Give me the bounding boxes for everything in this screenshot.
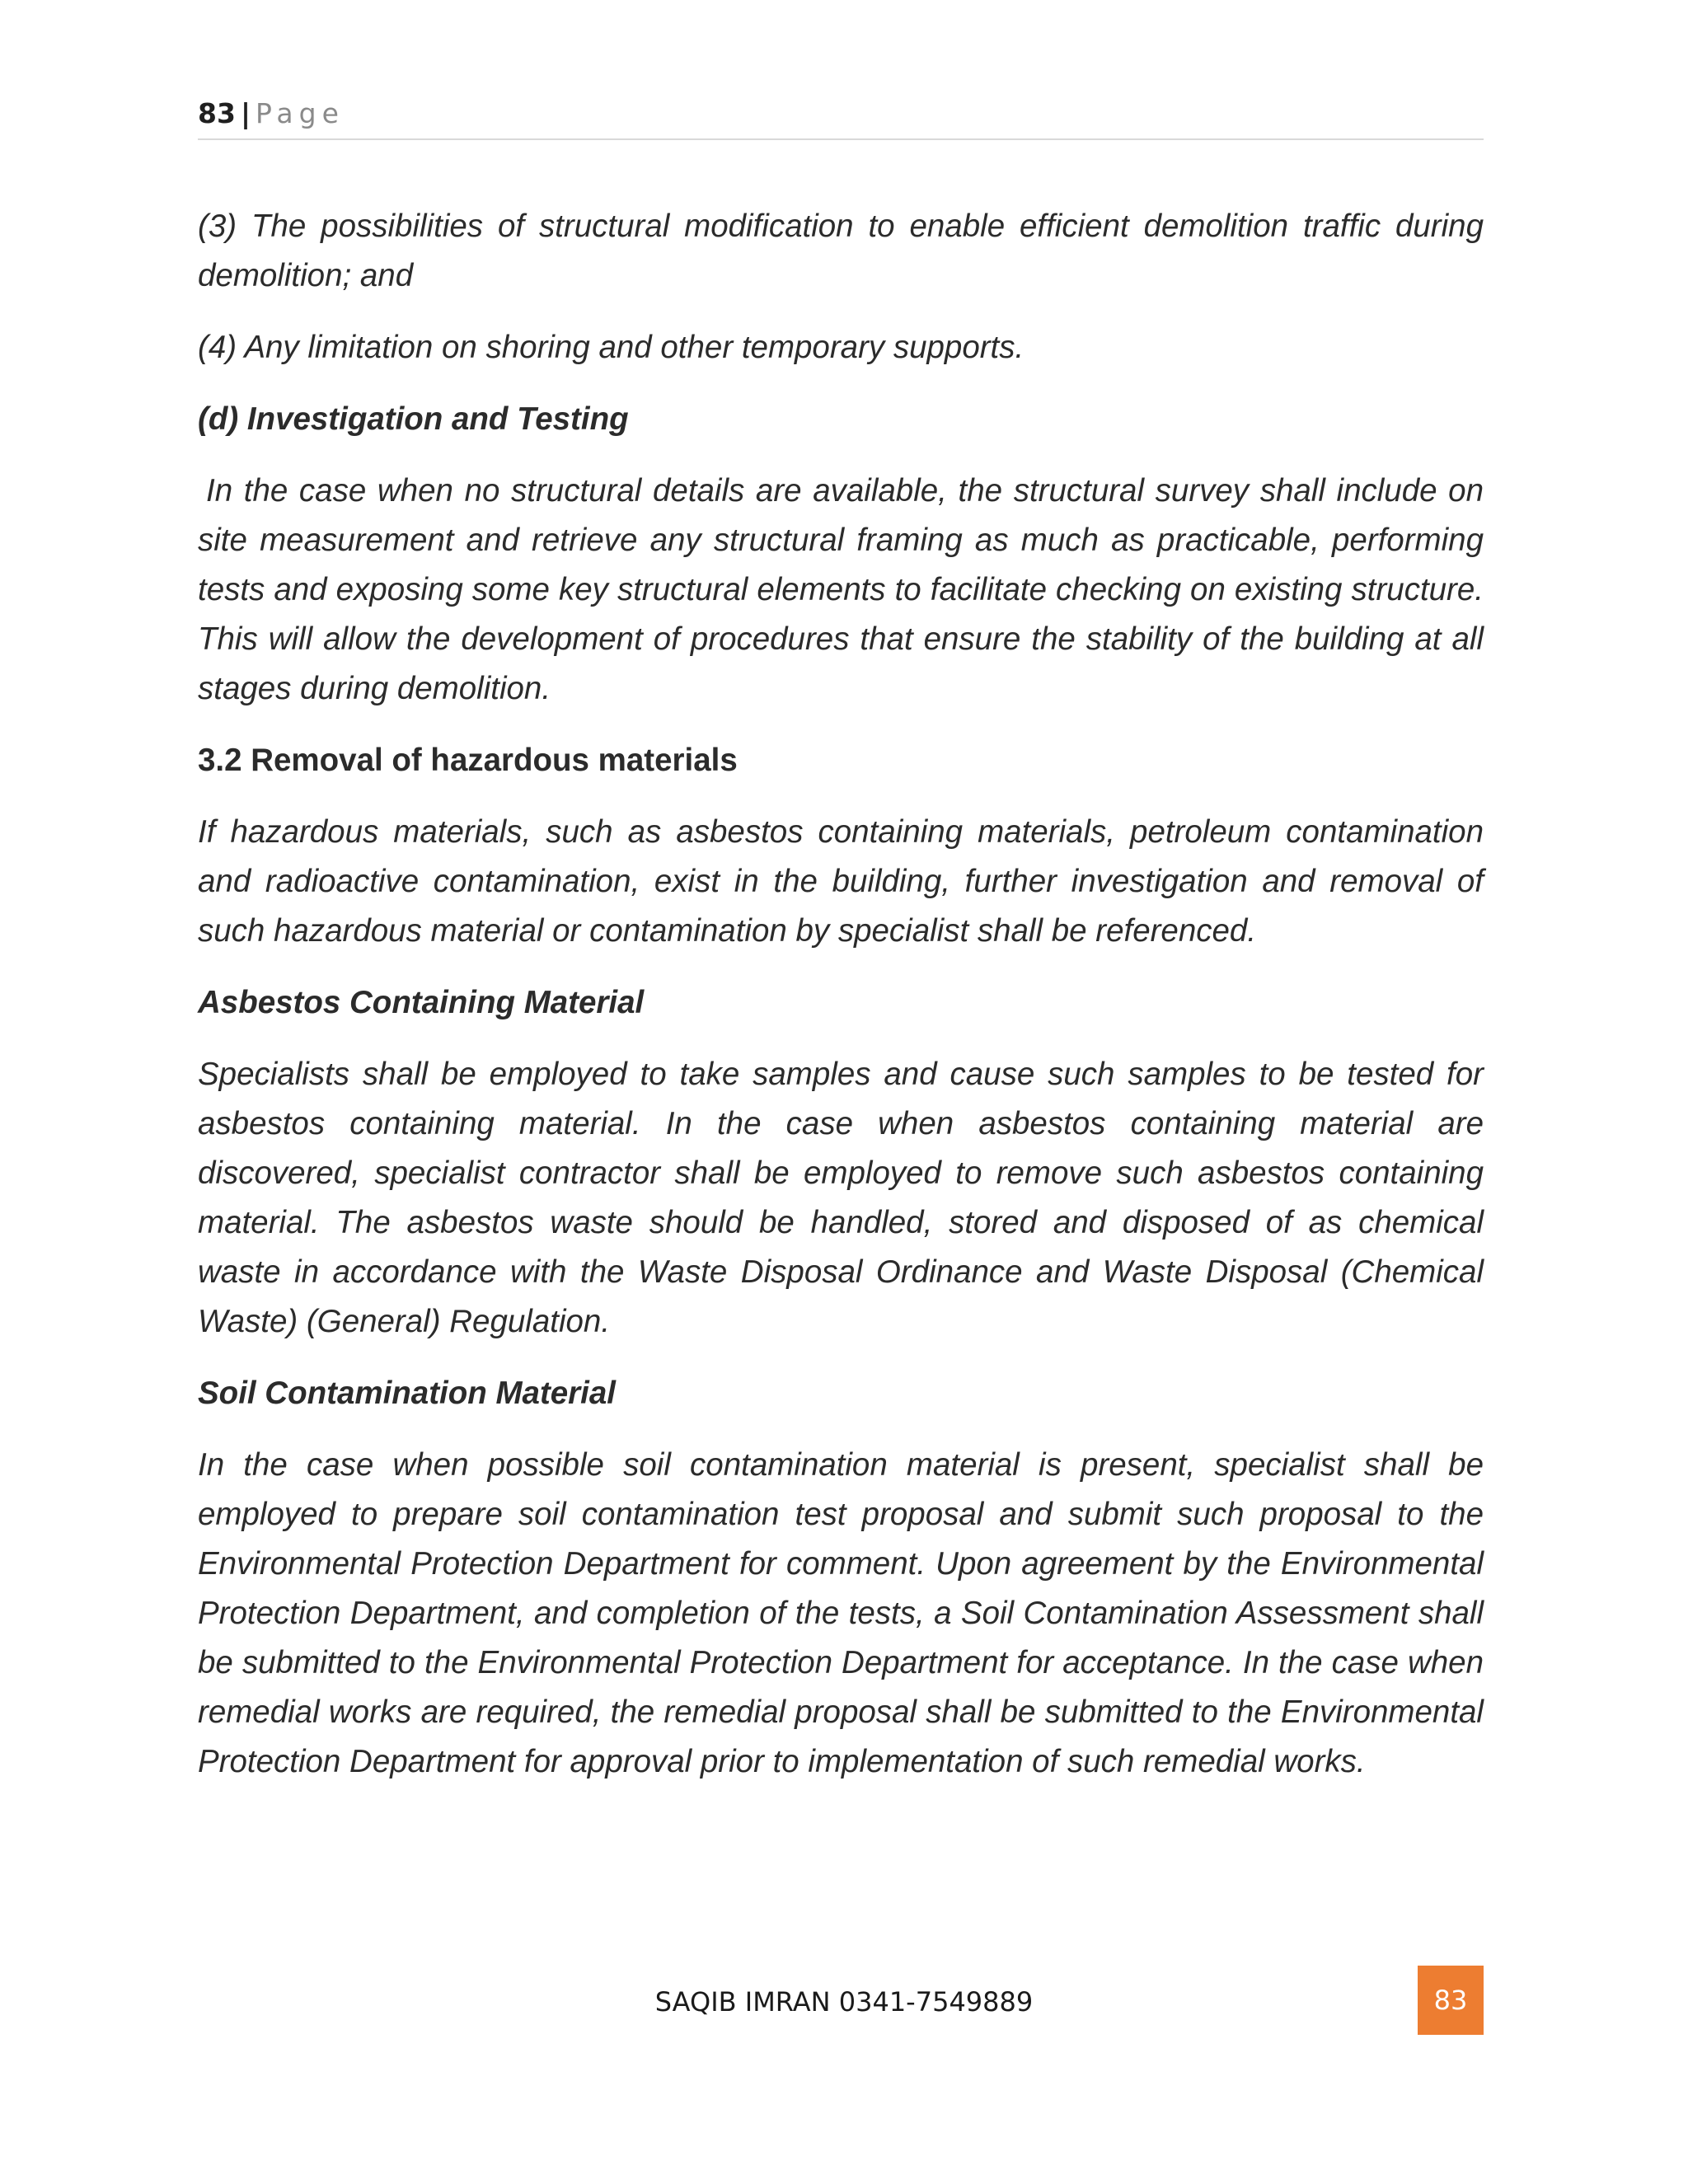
paragraph-hazardous: If hazardous materials, such as asbestos containing materials, petroleum contamination and radioactive contamination, exist in the building, further investigation and removal of such hazardous material or contamination by specialist shall be referenced. — [198, 814, 1484, 949]
paragraph-soil: In the case when possible soil contamination material is present, specialist shall be employed to prepare soil contamination test proposal and submit such proposal to the Environmental Protection Department for comment. Upon agreement by the Environmental Protection Department, and completion of the tests, a Soil Contamination Assessment shall be submitted to the Environmental Protection Department for acceptance. In the case when remedial works are required, the remedial proposal shall be submitted to the Environmental Protection Department for approval prior to implementation of such remedial works. — [198, 1447, 1484, 1779]
list-item-4: (4) Any limitation on shoring and other temporary supports. — [198, 330, 1025, 365]
paragraph-investigation: In the case when no structural details are available, the structural survey shall include on site measurement and retrieve any structural framing as much as practicable, performing tests and exposing some key structural elements to facilitate checking on existing structure. This will allow the development of procedures that ensure the stability of the building at all stages during demolition. — [198, 473, 1484, 706]
footer-page-badge: 83 — [1418, 1966, 1484, 2035]
page-body — [198, 202, 1484, 1809]
header-page-label: Page — [256, 97, 345, 129]
section-heading-investigation: (d) Investigation and Testing — [198, 401, 629, 437]
header-separator: | — [240, 97, 251, 129]
subheading-asbestos: Asbestos Containing Material — [198, 985, 645, 1020]
subheading-soil: Soil Contamination Material — [198, 1376, 616, 1411]
list-item-3: (3) The possibilities of structural modification to enable efficient demolition traffic during demolition; and — [198, 209, 1484, 293]
section-heading-hazardous: 3.2 Removal of hazardous materials — [198, 743, 738, 778]
footer-author: SAQIB IMRAN 0341-7549889 — [654, 1986, 1034, 2018]
header-page-number: 83 — [198, 97, 236, 129]
paragraph-asbestos: Specialists shall be employed to take samples and cause such samples to be tested for asbestos containing material. In the case when asbestos containing material are discovered, specialist contractor shall be employed to remove such asbestos containing material. The asbestos waste should be handled, stored and disposed of as chemical waste in accordance with the Waste Disposal Ordinance and Waste Disposal (Chemical Waste) (General) Regulation. — [198, 1057, 1484, 1339]
page-header — [198, 97, 1484, 140]
